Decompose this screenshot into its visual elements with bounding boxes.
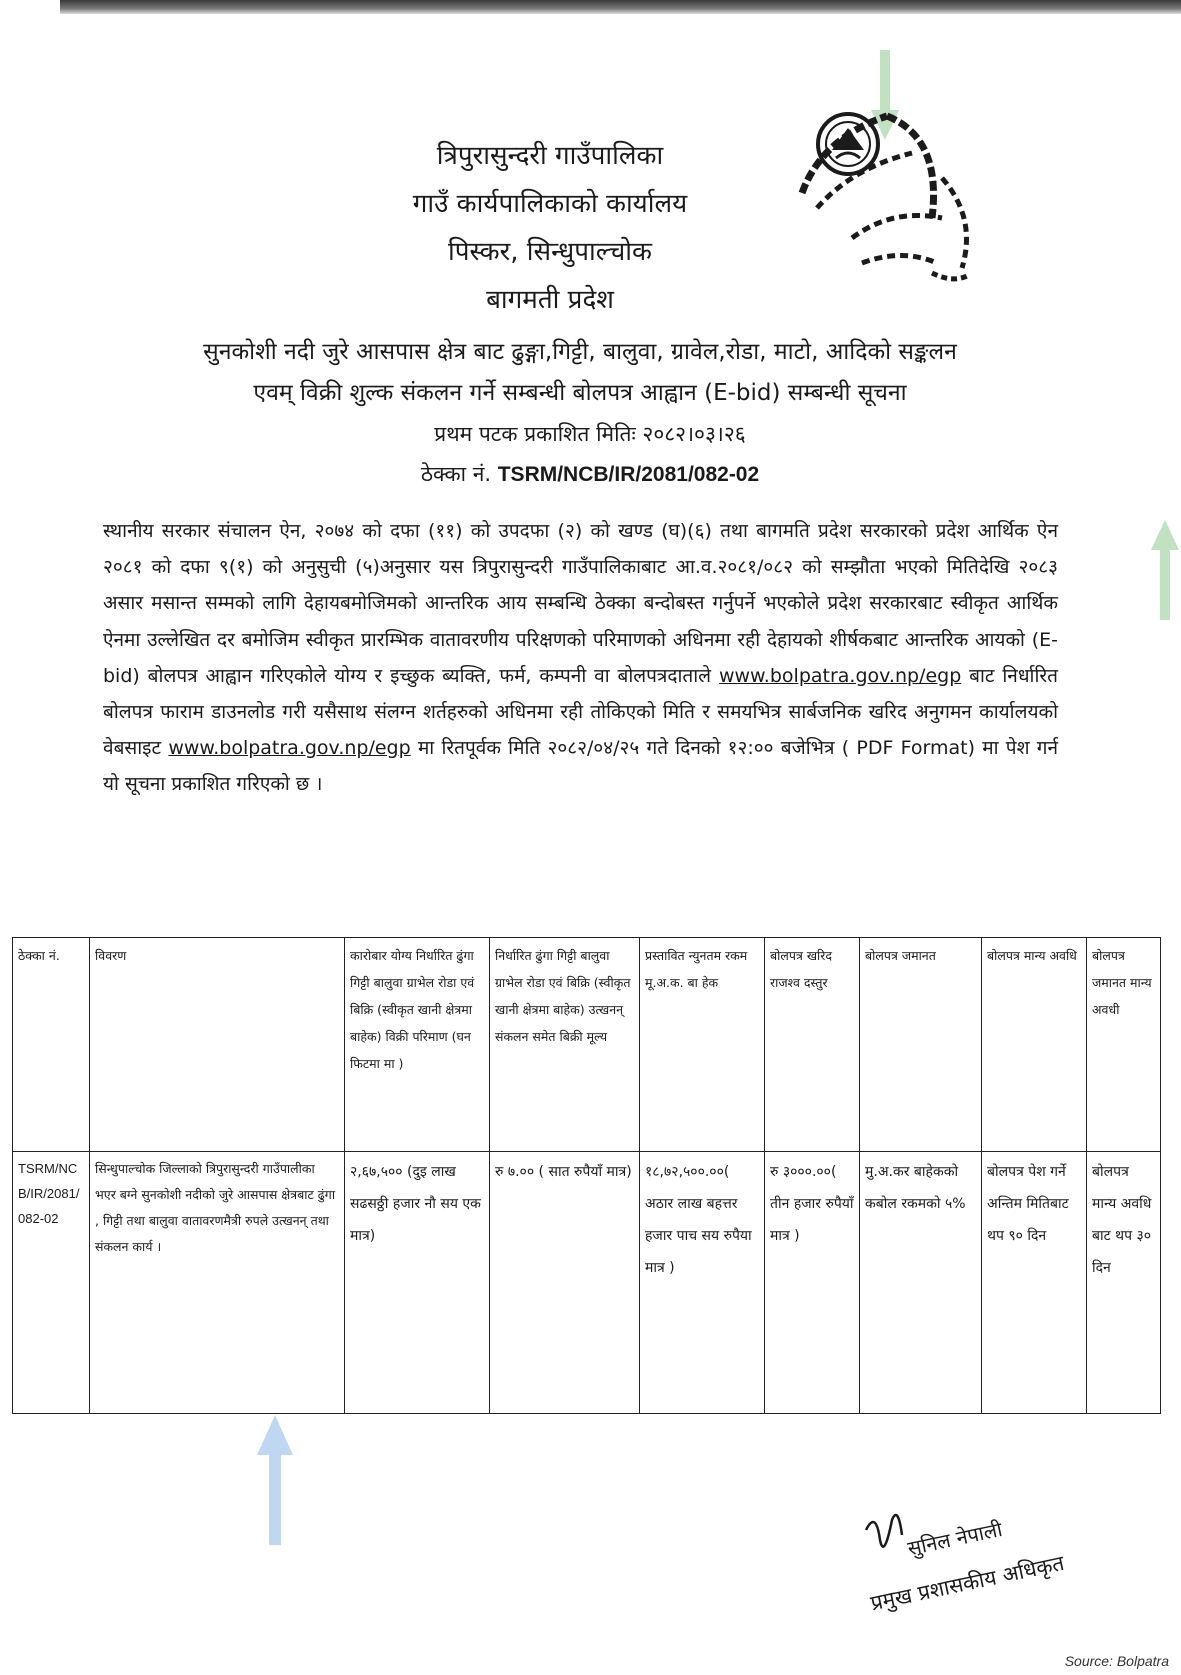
signatory-name: सुनिल नेपाली [905,1516,1005,1561]
notice-subject-line2: एवम् विक्री शुल्क संकलन गर्ने सम्बन्धी बोलपत्र आह्वान (E-bid) सम्बन्धी सूचना [253,380,907,406]
contract-label: ठेक्का नं. [420,462,492,486]
header-security-validity: बोलपत्र जमानत मान्य अवधी [1087,938,1161,1152]
office-name: त्रिपुरासुन्दरी गाउँपालिका [436,141,664,171]
office-address: पिस्कर, सिन्धुपाल्चोक [448,237,652,267]
body-part-2: बाट निर्धारित बोलपत्र फाराम डाउनलोड गरी यसैसाथ संलग्न शर्तहरुको अधिनमा रही तोकिएको मिति र समयभित्र सार्बजनिक खरिद अनुगमन कार्यालयको वेबसाइट [103,664,1058,760]
contract-number: TSRM/NCB/IR/2081/082-02 [497,463,760,486]
watermark-arrow-icon [1150,520,1180,620]
source-credit: Source: Bolpatra [1064,1653,1169,1669]
body-part-1: स्थानीय सरकार संचालन ऐन, २०७४ को दफा (११) को उपदफा (२) को खण्ड (घ)(६) तथा बागमति प्रदेश सरकारको प्रदेश आर्थिक ऐन २०८१ को दफा ९(१) को अनुसुची (५)अनुसार यस त्रिपुरासुन्दरी गाउँपालिकाबाट आ.व.२०८१/०८२ को सम्झौता भएको मितिदेखि २०८३ असार मसान्त सम्मको लागि देहायबमोजिमको आन्तरिक आय सम्बन्धि ठेक्का बन्दोबस्त गर्नुपर्ने भएकोले प्रदेश सरकारबाट स्वीकृत आर्थिक ऐनमा उल्लेखित दर बमोजिम स्वीकृत प्रारम्भिक वातावरणीय परिक्षणको परिमाणको अधिनमा रही देहायको शीर्षकबाट आन्तरिक आयको (E-bid) बोलपत्र आह्वान गरिएकोले योग्य र इच्छुक ब्यक्ति, फर्म, कम्पनी वा बोलपत्रदाताले [103,520,1058,687]
egp-link-1[interactable]: www.bolpatra.gov.np/egp [718,664,962,687]
header-bid-validity: बोलपत्र मान्य अवधि [982,938,1087,1152]
cell-min-amount: १८,७२,५००.००( अठार लाख बहत्तर हजार पाच सय रुपैया मात्र ) [640,1152,765,1414]
table-header-row [13,938,1161,1152]
notice-body [103,513,1058,803]
office-province: बागमती प्रदेश [486,285,614,315]
header-min-amount: प्रस्तावित न्युनतम रकम मू.अ.क. बा हेक [640,938,765,1152]
tender-table [12,937,1161,1414]
cell-fee: रु ३०००.००( तीन हजार रुपैयाँ मात्र ) [765,1152,860,1414]
header-bid-security: बोलपत्र जमानत [860,938,982,1152]
cell-bid-security: मु.अ.कर बाहेकको कबोल रकमको ५% [860,1152,982,1414]
cell-contract-no: TSRM/NCB/IR/2081/082-02 [13,1152,90,1414]
egp-link-2[interactable]: www.bolpatra.gov.np/egp [168,737,411,760]
table-row [13,1152,1161,1414]
cell-quantity: २,६७,५०० (दुइ लाख सढसठ्ठी हजार नौ सय एक मात्र) [345,1152,490,1414]
body-part-3: मा रितपूर्वक मिति २०८२/०४/२५ गते दिनको १२:०० बजेभित्र ( PDF Format) मा पेश गर्न यो सूचना प्रकाशित गरिएको छ । [103,737,1058,796]
cell-security-validity: बोलपत्र मान्य अवधि बाट थप ३० दिन [1087,1152,1161,1414]
official-stamp [792,98,1007,298]
cell-description: सिन्धुपाल्चोक जिल्लाको त्रिपुरासुन्दरी गाउँपालीका भएर बग्ने सुनकोशी नदीको जुरे आसपास क्षेत्रबाट ढुंगा , गिट्टी तथा बालुवा वातावरणमैत्री रुपले उत्खनन् तथा संकलन कार्य । [90,1152,345,1414]
header-fee: बोलपत्र खरिद राजश्व दस्तुर [765,938,860,1152]
published-label: प्रथम पटक प्रकाशित मितिः [434,422,636,446]
published-date: २०८२।०३।२६ [642,422,746,446]
header-description: विवरण [90,938,345,1152]
signatory-title: प्रमुख प्रशासकीय अधिकृत [868,1550,1067,1616]
cell-rate: रु ७.०० ( सात रुपैयाँ मात्र) [490,1152,640,1414]
header-rate: निर्धारित ढुंगा गिट्टी बालुवा ग्राभेल रोडा एवं बिक्रि (स्वीकृत खानी क्षेत्रमा बाहेक) उत्खनन् संकलन समेत बिक्री मूल्य [490,938,640,1152]
watermark-arrow-icon [255,1415,295,1545]
notice-subject-line1: सुनकोशी नदी जुरे आसपास क्षेत्र बाट ढुङ्गा,गिट्टी, बालुवा, ग्रावेल,रोडा, माटो, आदिको सङ्कलन [203,339,957,365]
header-quantity: कारोबार योग्य निर्धारित ढुंगा गिट्टी बालुवा ग्राभेल रोडा एवं बिक्रि (स्वीकृत खानी क्षेत्रमा बाहेक) विक्री परिमाण (घन फिटमा मा ) [345,938,490,1152]
published-date-line [0,420,1180,448]
cell-bid-validity: बोलपत्र पेश गर्ने अन्तिम मितिबाट थप ९० दिन [982,1152,1087,1414]
office-department: गाउँ कार्यपालिकाको कार्यालय [412,189,688,219]
contract-number-line [0,460,1180,488]
header-contract-no: ठेक्का नं. [13,938,90,1152]
